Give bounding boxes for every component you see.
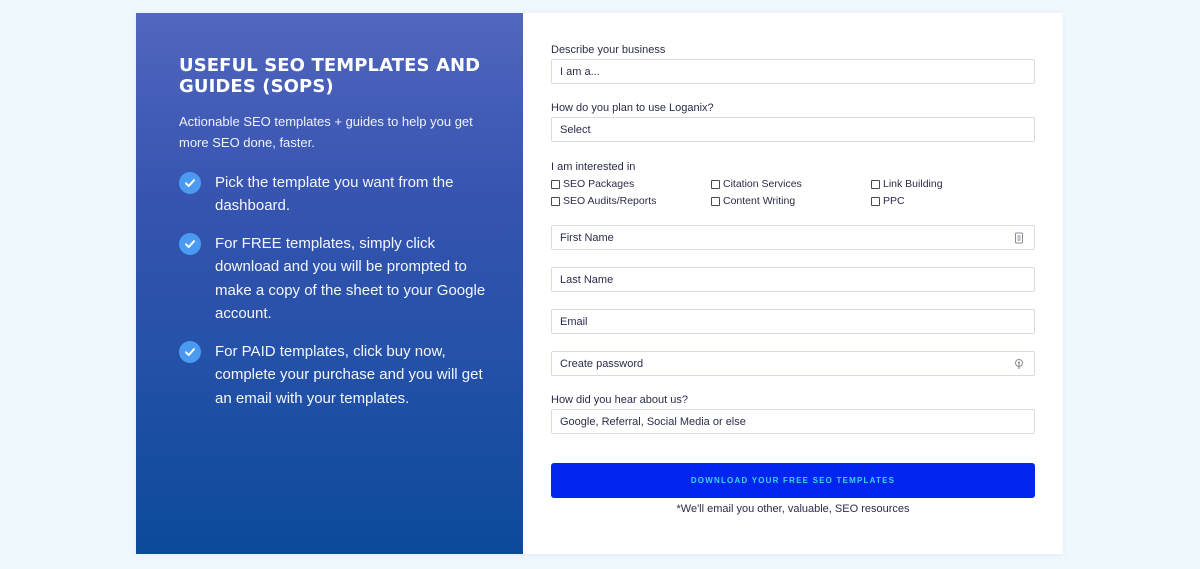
- checkbox-box[interactable]: [551, 197, 560, 206]
- feature-text: For PAID templates, click buy now, complete your purchase and you will get an email with your templates.: [215, 343, 483, 407]
- first-name-placeholder: First Name: [560, 231, 614, 244]
- checkbox-box[interactable]: [711, 180, 720, 189]
- feature-text: For FREE templates, simply click download and you will be prompted to make a copy of the sheet to your Google account.: [215, 235, 486, 322]
- panel-title: USEFUL SEO TEMPLATES AND GUIDES (SOPS): [179, 55, 481, 97]
- checkbox-seo-packages[interactable]: [551, 178, 634, 190]
- check-circle-icon: [179, 341, 201, 363]
- checkbox-label: Citation Services: [723, 178, 802, 190]
- last-name-input[interactable]: Last Name: [551, 267, 1035, 292]
- business-label: Describe your business: [551, 44, 666, 56]
- checkbox-link-building[interactable]: [871, 178, 943, 190]
- usage-select[interactable]: Select: [551, 117, 1035, 142]
- checkbox-label: Link Building: [883, 178, 943, 190]
- email-input[interactable]: Email: [551, 309, 1035, 334]
- feature-item: [179, 171, 489, 218]
- checkbox-box[interactable]: [711, 197, 720, 206]
- check-circle-icon: [179, 172, 201, 194]
- password-placeholder: Create password: [560, 357, 644, 370]
- checkbox-box[interactable]: [551, 180, 560, 189]
- signup-form: [551, 13, 1035, 554]
- checkbox-content-writing[interactable]: [711, 195, 795, 207]
- referral-input[interactable]: Google, Referral, Social Media or else: [551, 409, 1035, 434]
- checkbox-label: PPC: [883, 195, 905, 207]
- checkbox-seo-audits[interactable]: [551, 195, 656, 207]
- id-card-icon: [1013, 232, 1025, 244]
- usage-label: How do you plan to use Loganix?: [551, 102, 714, 114]
- interests-label: I am interested in: [551, 161, 636, 173]
- check-circle-icon: [179, 233, 201, 255]
- checkbox-label: SEO Packages: [563, 178, 635, 190]
- signup-card: [136, 13, 1063, 554]
- feature-item: [179, 340, 489, 410]
- email-note: *We'll email you other, valuable, SEO resources: [676, 503, 910, 515]
- first-name-input[interactable]: [551, 225, 1035, 250]
- checkbox-ppc[interactable]: [871, 195, 905, 207]
- checkbox-box[interactable]: [871, 197, 880, 206]
- key-icon: [1013, 358, 1025, 370]
- info-panel: [136, 13, 523, 554]
- checkbox-label: SEO Audits/Reports: [563, 195, 657, 207]
- checkbox-citation-services[interactable]: [711, 178, 802, 190]
- panel-subtitle: Actionable SEO templates + guides to help you get more SEO done, faster.: [179, 114, 473, 150]
- business-input[interactable]: I am a...: [551, 59, 1035, 84]
- referral-label: How did you hear about us?: [551, 394, 688, 406]
- checkbox-label: Content Writing: [723, 195, 796, 207]
- feature-item: [179, 232, 489, 325]
- feature-text: Pick the template you want from the dashboard.: [215, 174, 454, 215]
- password-input[interactable]: [551, 351, 1035, 376]
- download-templates-button[interactable]: DOWNLOAD YOUR FREE SEO TEMPLATES: [551, 463, 1035, 498]
- checkbox-box[interactable]: [871, 180, 880, 189]
